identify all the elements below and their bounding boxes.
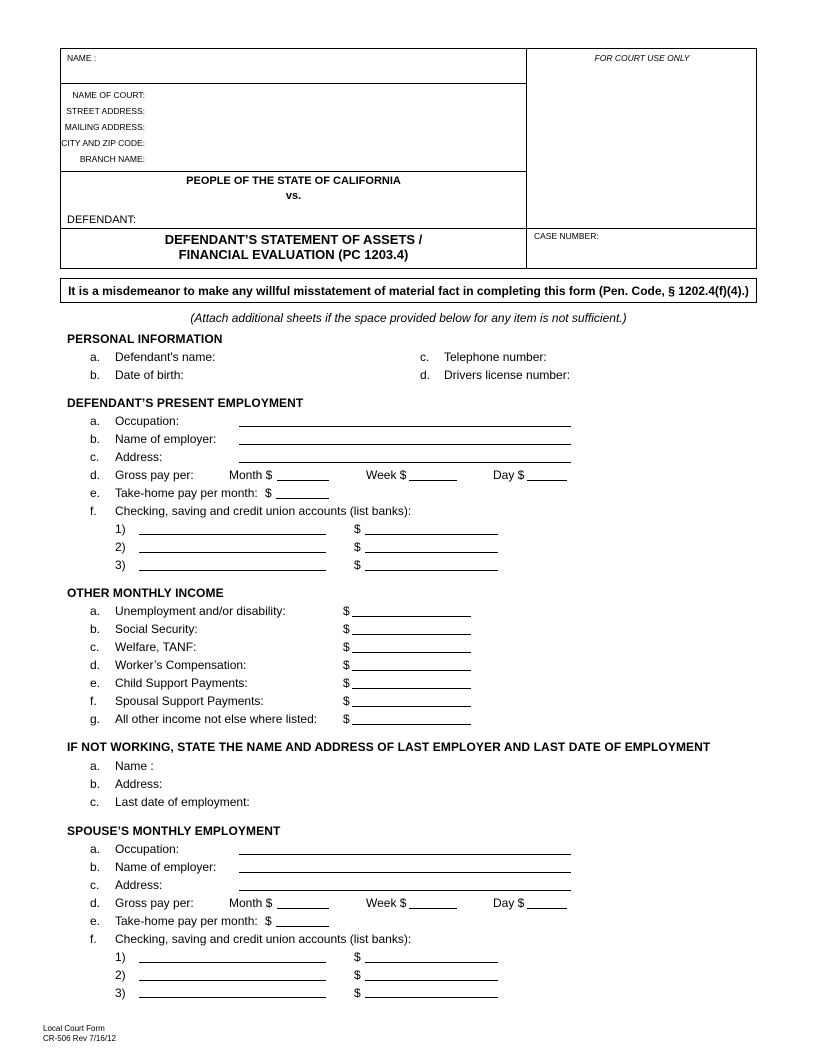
sp-employer-label: Name of employer:	[115, 860, 217, 874]
nw-a-letter: a.	[90, 759, 101, 773]
sp-gross-month-label: Month $	[229, 896, 273, 910]
branch-name-label: BRANCH NAME:	[79, 154, 145, 164]
income-b-letter: b.	[90, 622, 101, 636]
sp-bank-2-dollar: $	[354, 968, 361, 982]
takehome-label: Take-home pay per month:	[115, 486, 258, 500]
income-g-letter: g.	[90, 712, 101, 726]
bank-2-field[interactable]	[139, 552, 326, 553]
gross-pay-label: Gross pay per:	[115, 468, 194, 482]
income-g-dollar: $	[343, 712, 350, 726]
income-e-label: Child Support Payments:	[115, 676, 248, 690]
gross-day-field[interactable]	[527, 480, 567, 481]
emp-e-letter: e.	[90, 486, 101, 500]
income-g-label: All other income not else where listed:	[115, 712, 318, 726]
occupation-label: Occupation:	[115, 414, 180, 428]
income-c-dollar: $	[343, 640, 350, 654]
income-b-dollar: $	[343, 622, 350, 636]
nw-c-letter: c.	[90, 795, 100, 809]
nw-name-label: Name :	[115, 759, 154, 773]
bank-3-field[interactable]	[139, 570, 326, 571]
sp-address-field[interactable]	[239, 890, 571, 891]
sp-bank-3-field[interactable]	[139, 997, 326, 998]
gross-month-field[interactable]	[277, 480, 329, 481]
gross-week-label: Week $	[366, 468, 407, 482]
city-zip-label: CITY AND ZIP CODE:	[61, 138, 145, 148]
income-f-dollar: $	[343, 694, 350, 708]
sp-f-letter: f.	[90, 932, 97, 946]
sp-bank-3-label: 3)	[115, 986, 126, 1000]
bank-2-label: 2)	[115, 540, 126, 554]
defendant-name-label: Defendant's name:	[115, 350, 216, 364]
income-d-letter: d.	[90, 658, 101, 672]
sp-gross-pay-label: Gross pay per:	[115, 896, 194, 910]
bank-3-dollar: $	[354, 558, 361, 572]
header-divider-title	[60, 228, 757, 229]
sp-bank-2-label: 2)	[115, 968, 126, 982]
bank-2-dollar: $	[354, 540, 361, 554]
sp-gross-day-label: Day $	[493, 896, 525, 910]
warning-text: It is a misdemeanor to make any willful misstatement of material fact in completing this form (Pen. Code, § 1202.4(f)(4).)	[68, 284, 749, 298]
income-e-dollar: $	[343, 676, 350, 690]
sp-gross-day-field[interactable]	[527, 908, 567, 909]
footer-form-id: CR-506 Rev 7/16/12	[43, 1034, 116, 1043]
sp-gross-month-field[interactable]	[277, 908, 329, 909]
sp-employer-field[interactable]	[239, 872, 571, 873]
income-f-field[interactable]	[352, 706, 471, 707]
mailing-address-label: MAILING ADDRESS:	[64, 122, 145, 132]
income-c-letter: c.	[90, 640, 100, 654]
occupation-field[interactable]	[239, 426, 571, 427]
spouse-heading: SPOUSE’S MONTHLY EMPLOYMENT	[67, 824, 281, 838]
sp-bank-1-amount[interactable]	[365, 962, 498, 963]
personal-c-letter: c.	[420, 350, 430, 364]
address-field[interactable]	[239, 462, 571, 463]
emp-d-letter: d.	[90, 468, 101, 482]
income-e-field[interactable]	[352, 688, 471, 689]
emp-a-letter: a.	[90, 414, 101, 428]
bank-3-amount[interactable]	[365, 570, 498, 571]
case-number-label: CASE NUMBER:	[534, 231, 599, 241]
emp-c-letter: c.	[90, 450, 100, 464]
name-label: NAME :	[67, 53, 97, 63]
address-label: Address:	[115, 450, 163, 464]
vs-label: vs.	[285, 190, 302, 202]
nw-date-label: Last date of employment:	[115, 795, 250, 809]
bank-3-label: 3)	[115, 558, 126, 572]
gross-month-label: Month $	[229, 468, 273, 482]
sp-bank-3-amount[interactable]	[365, 997, 498, 998]
sp-d-letter: d.	[90, 896, 101, 910]
sp-takehome-dollar: $	[265, 914, 272, 928]
income-f-letter: f.	[90, 694, 97, 708]
personal-b-letter: b.	[90, 368, 101, 382]
sp-bank-2-amount[interactable]	[365, 980, 498, 981]
income-a-label: Unemployment and/or disability:	[115, 604, 286, 618]
other-income-heading: OTHER MONTHLY INCOME	[67, 586, 224, 600]
income-b-label: Social Security:	[115, 622, 198, 636]
income-d-field[interactable]	[352, 670, 471, 671]
income-a-field[interactable]	[352, 616, 471, 617]
footer-form-label: Local Court Form	[43, 1024, 105, 1033]
gross-day-label: Day $	[493, 468, 525, 482]
nw-b-letter: b.	[90, 777, 101, 791]
bank-2-amount[interactable]	[365, 552, 498, 553]
gross-week-field[interactable]	[409, 480, 457, 481]
personal-d-letter: d.	[420, 368, 431, 382]
telephone-label: Telephone number:	[444, 350, 547, 364]
income-b-field[interactable]	[352, 634, 471, 635]
court-use-label: FOR COURT USE ONLY	[594, 53, 690, 63]
sp-b-letter: b.	[90, 860, 101, 874]
income-g-field[interactable]	[352, 724, 471, 725]
personal-heading: PERSONAL INFORMATION	[67, 332, 223, 346]
header-divider-court	[60, 171, 527, 172]
sp-c-letter: c.	[90, 878, 100, 892]
emp-f-letter: f.	[90, 504, 97, 518]
bank-1-dollar: $	[354, 522, 361, 536]
form-title-line2: FINANCIAL EVALUATION (PC 1203.4)	[178, 247, 409, 262]
bank-1-field[interactable]	[139, 534, 326, 535]
sp-a-letter: a.	[90, 842, 101, 856]
court-name-label: NAME OF COURT:	[72, 90, 145, 100]
takehome-dollar: $	[265, 486, 272, 500]
sp-accounts-label: Checking, saving and credit union accounts (list banks):	[115, 932, 412, 946]
employer-field[interactable]	[239, 444, 571, 445]
sp-address-label: Address:	[115, 878, 163, 892]
license-label: Drivers license number:	[444, 368, 571, 382]
sp-bank-1-label: 1)	[115, 950, 126, 964]
sp-takehome-field[interactable]	[276, 926, 329, 927]
sp-bank-1-dollar: $	[354, 950, 361, 964]
sp-takehome-label: Take-home pay per month:	[115, 914, 258, 928]
income-c-label: Welfare, TANF:	[115, 640, 197, 654]
income-c-field[interactable]	[352, 652, 471, 653]
defendant-label: DEFENDANT:	[67, 214, 137, 226]
income-a-letter: a.	[90, 604, 101, 618]
personal-a-letter: a.	[90, 350, 101, 364]
street-address-label: STREET ADDRESS:	[66, 106, 145, 116]
form-title-line1: DEFENDANT’S STATEMENT OF ASSETS /	[164, 232, 423, 247]
not-working-heading: IF NOT WORKING, STATE THE NAME AND ADDRESS OF LAST EMPLOYER AND LAST DATE OF EMPLOYMENT	[67, 740, 711, 754]
sp-e-letter: e.	[90, 914, 101, 928]
sp-gross-week-field[interactable]	[409, 908, 457, 909]
sp-bank-3-dollar: $	[354, 986, 361, 1000]
sp-occupation-label: Occupation:	[115, 842, 180, 856]
nw-address-label: Address:	[115, 777, 163, 791]
income-d-dollar: $	[343, 658, 350, 672]
sp-gross-week-label: Week $	[366, 896, 407, 910]
bank-1-label: 1)	[115, 522, 126, 536]
attach-note: (Attach additional sheets if the space provided below for any item is not sufficient.)	[190, 311, 627, 325]
people-label: PEOPLE OF THE STATE OF CALIFORNIA	[186, 175, 401, 187]
accounts-label: Checking, saving and credit union accounts (list banks):	[115, 504, 412, 518]
dob-label: Date of birth:	[115, 368, 184, 382]
income-e-letter: e.	[90, 676, 101, 690]
bank-1-amount[interactable]	[365, 534, 498, 535]
income-f-label: Spousal Support Payments:	[115, 694, 264, 708]
sp-bank-2-field[interactable]	[139, 980, 326, 981]
income-d-label: Worker’s Compensation:	[115, 658, 247, 672]
sp-bank-1-field[interactable]	[139, 962, 326, 963]
header-divider-name	[60, 83, 527, 84]
employer-label: Name of employer:	[115, 432, 217, 446]
emp-b-letter: b.	[90, 432, 101, 446]
income-a-dollar: $	[343, 604, 350, 618]
takehome-field[interactable]	[276, 498, 329, 499]
sp-occupation-field[interactable]	[239, 854, 571, 855]
employment-heading: DEFENDANT’S PRESENT EMPLOYMENT	[67, 396, 304, 410]
